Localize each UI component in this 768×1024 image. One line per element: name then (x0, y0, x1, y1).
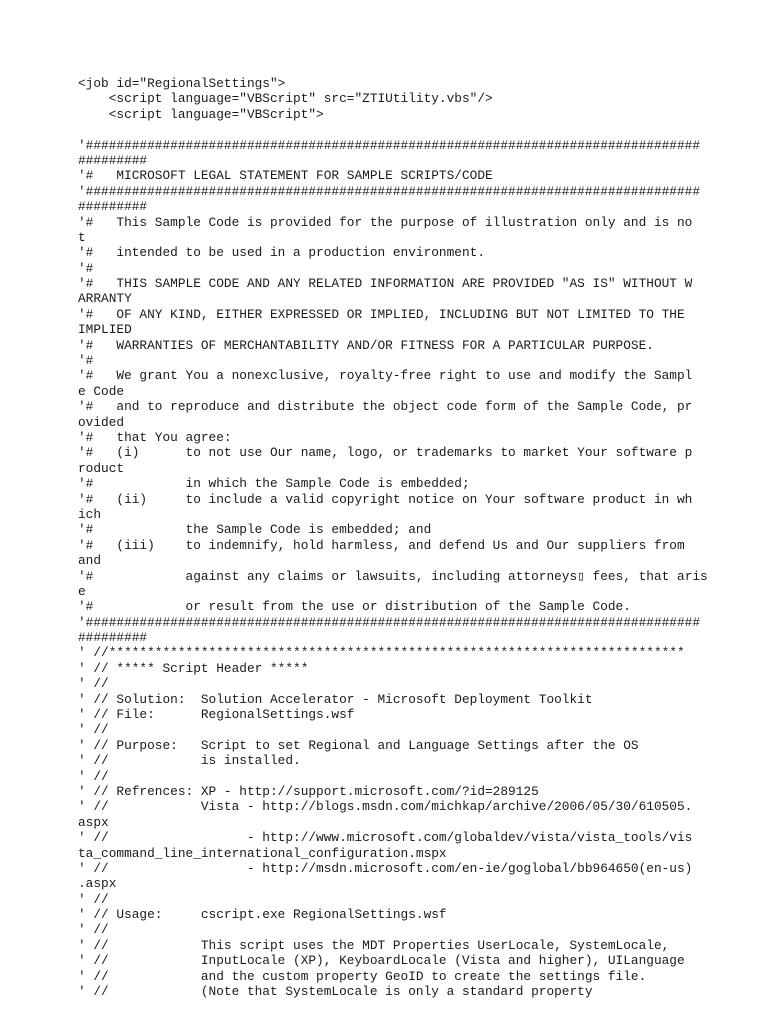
code-line: '# WARRANTIES OF MERCHANTABILITY AND/OR FITNESS FOR A PARTICULAR PURPOSE. (78, 337, 654, 353)
code-line: ' // and the custom property GeoID to create the settings file. (78, 968, 647, 984)
code-line: '################################################################################ (78, 137, 701, 153)
code-line: ' // (78, 922, 109, 938)
code-line: ######### (78, 152, 148, 168)
code-line: ######### (78, 630, 148, 646)
code-line: ' // This script uses the MDT Properties UserLocale, SystemLocale, (78, 937, 670, 953)
code-line: roduct (78, 460, 125, 476)
code-line: '# OF ANY KIND, EITHER EXPRESSED OR IMPLIED, INCLUDING BUT NOT LIMITED TO THE (78, 306, 685, 322)
code-line: '# THIS SAMPLE CODE AND ANY RELATED INFORMATION ARE PROVIDED "AS IS" WITHOUT W (78, 276, 693, 292)
code-line: IMPLIED (78, 322, 132, 338)
code-line: '# (ii) to include a valid copyright notice on Your software product in wh (78, 491, 693, 507)
code-line: ' // (78, 722, 109, 738)
code-line: '# and to reproduce and distribute the object code form of the Sample Code, pr (78, 399, 693, 415)
code-line: ' // - http://msdn.microsoft.com/en-ie/goglobal/bb964650(en-us) (78, 860, 693, 876)
code-line: ' // Purpose: Script to set Regional and Language Settings after the OS (78, 737, 639, 753)
code-line: ovided (78, 414, 125, 430)
code-line: ' // is installed. (78, 753, 301, 769)
code-line: '# (iii) to indemnify, hold harmless, and defend Us and Our suppliers from (78, 537, 685, 553)
code-line: ' // (Note that SystemLocale is only a standard property (78, 984, 593, 1000)
code-listing (78, 76, 718, 999)
code-line: ' // InputLocale (XP), KeyboardLocale (Vista and higher), UILanguage (78, 953, 685, 969)
code-line: aspx (78, 814, 109, 830)
code-line: ARRANTY (78, 291, 132, 307)
code-line (78, 122, 718, 137)
code-line: ' // Vista - http://blogs.msdn.com/michkap/archive/2006/05/30/610505. (78, 799, 693, 815)
code-line: '# or result from the use or distribution of the Sample Code. (78, 599, 631, 615)
code-line: '# (i) to not use Our name, logo, or trademarks to market Your software p (78, 445, 693, 461)
code-line: <script language="VBScript"> (78, 106, 324, 122)
code-line: '# (78, 353, 94, 369)
code-line: <job id="RegionalSettings"> (78, 76, 286, 91)
code-line: ta_command_line_international_configuration.mspx (78, 845, 447, 861)
code-line: '# that You agree: (78, 429, 232, 445)
code-line: t (78, 229, 86, 245)
code-line: and (78, 553, 102, 569)
code-line: '# We grant You a nonexclusive, royalty-free right to use and modify the Sampl (78, 368, 693, 384)
code-line: '################################################################################ (78, 183, 701, 199)
code-line: '# the Sample Code is embedded; and (78, 522, 432, 538)
code-line: ######### (78, 199, 148, 215)
code-line: '# against any claims or lawsuits, including attorneys▯ fees, that aris (78, 568, 708, 584)
code-line: e (78, 583, 86, 599)
code-line: '# (78, 260, 94, 276)
code-line: ' // (78, 676, 109, 692)
code-line: '# MICROSOFT LEGAL STATEMENT FOR SAMPLE SCRIPTS/CODE (78, 168, 493, 184)
code-line: '# intended to be used in a production environment. (78, 245, 486, 261)
code-line: ' // Solution: Solution Accelerator - Microsoft Deployment Toolkit (78, 691, 593, 707)
code-line: ' // File: RegionalSettings.wsf (78, 707, 355, 723)
code-line: ' // Usage: cscript.exe RegionalSettings.wsf (78, 907, 447, 923)
code-line: e Code (78, 383, 125, 399)
code-line: ' // Refrences: XP - http://support.microsoft.com/?id=289125 (78, 783, 539, 799)
code-line: '# This Sample Code is provided for the purpose of illustration only and is no (78, 214, 693, 230)
code-line: ' //*************************************************************************** (78, 645, 685, 661)
code-line: .aspx (78, 876, 117, 892)
code-line: ich (78, 506, 102, 522)
code-line: ' // ***** Script Header ***** (78, 660, 309, 676)
code-line: ' // (78, 891, 109, 907)
code-line: '################################################################################ (78, 614, 701, 630)
code-line: '# in which the Sample Code is embedded; (78, 476, 470, 492)
code-line: ' // (78, 768, 109, 784)
code-line: <script language="VBScript" src="ZTIUtility.vbs"/> (78, 91, 493, 107)
code-line: ' // - http://www.microsoft.com/globaldev/vista/vista_tools/vis (78, 830, 693, 846)
